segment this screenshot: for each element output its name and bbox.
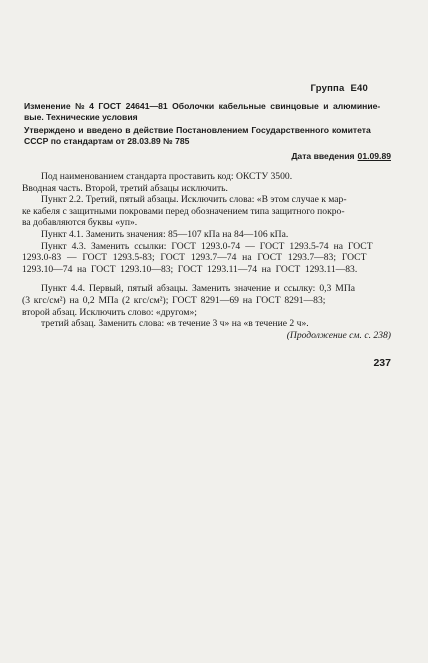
body-line: Пункт 4.3. Заменить ссылки: ГОСТ 1293.0-74 — ГОСТ 1293.5-74 на ГОСТ [41, 240, 373, 252]
paragraph-gap [22, 275, 394, 283]
group-label [311, 83, 368, 94]
approval-line: СССР по стандартам от 28.03.89 № 785 [24, 136, 190, 146]
amendment-title-line: вые. Технические условия [24, 112, 138, 122]
body-line: Пункт 4.1. Заменить значения: 85—107 кПа на 84—106 кПа. [41, 228, 289, 240]
amendment-body [22, 171, 394, 330]
introduction-date [291, 151, 391, 161]
group-label-text: Группа [310, 83, 345, 94]
page-number: 237 [373, 357, 391, 369]
introduction-date-value: 01.09.89 [357, 151, 391, 161]
amendment-title [24, 101, 392, 123]
body-line: Пункт 2.2. Третий, пятый абзацы. Исключить слова: «В этом случае к мар- [41, 194, 347, 206]
body-line: ке кабеля с защитными покровами перед обозначением типа защитного покро- [22, 205, 345, 217]
body-line: 1293.0-83 — ГОСТ 1293.5-83; ГОСТ 1293.7—74 на ГОСТ 1293.7—83; ГОСТ [22, 252, 367, 264]
body-line: Вводная часть. Второй, третий абзацы исключить. [22, 182, 228, 194]
amendment-title-line: Изменение № 4 ГОСТ 24641—81 Оболочки кабельные свинцовые и алюминие- [24, 101, 381, 111]
body-line: 1293.10—74 на ГОСТ 1293.10—83; ГОСТ 1293.11—74 на ГОСТ 1293.11—83. [22, 263, 358, 275]
body-line: Пункт 4.4. Первый, пятый абзацы. Заменить значение и ссылку: 0,3 МПа [41, 283, 356, 295]
group-code: Е40 [350, 83, 368, 94]
body-line: второй абзац. Исключить слово: «другом»; [22, 306, 197, 318]
body-line: третий абзац. Заменить слова: «в течение 3 ч» на «в течение 2 ч». [41, 318, 309, 330]
body-line: (3 кгс/см²) на 0,2 МПа (2 кгс/см²); ГОСТ 8291—69 на ГОСТ 8291—83; [22, 294, 326, 306]
continuation-note: (Продолжение см. с. 238) [286, 330, 391, 341]
body-line: ва добавляются буквы «уп». [22, 217, 138, 229]
introduction-date-label: Дата введения [291, 151, 355, 161]
body-line: Под наименованием стандарта проставить код: ОКСТУ 3500. [41, 171, 293, 182]
approval-statement [24, 125, 392, 147]
approval-line: Утверждено и введено в действие Постановлением Государственного комитета [24, 125, 371, 135]
